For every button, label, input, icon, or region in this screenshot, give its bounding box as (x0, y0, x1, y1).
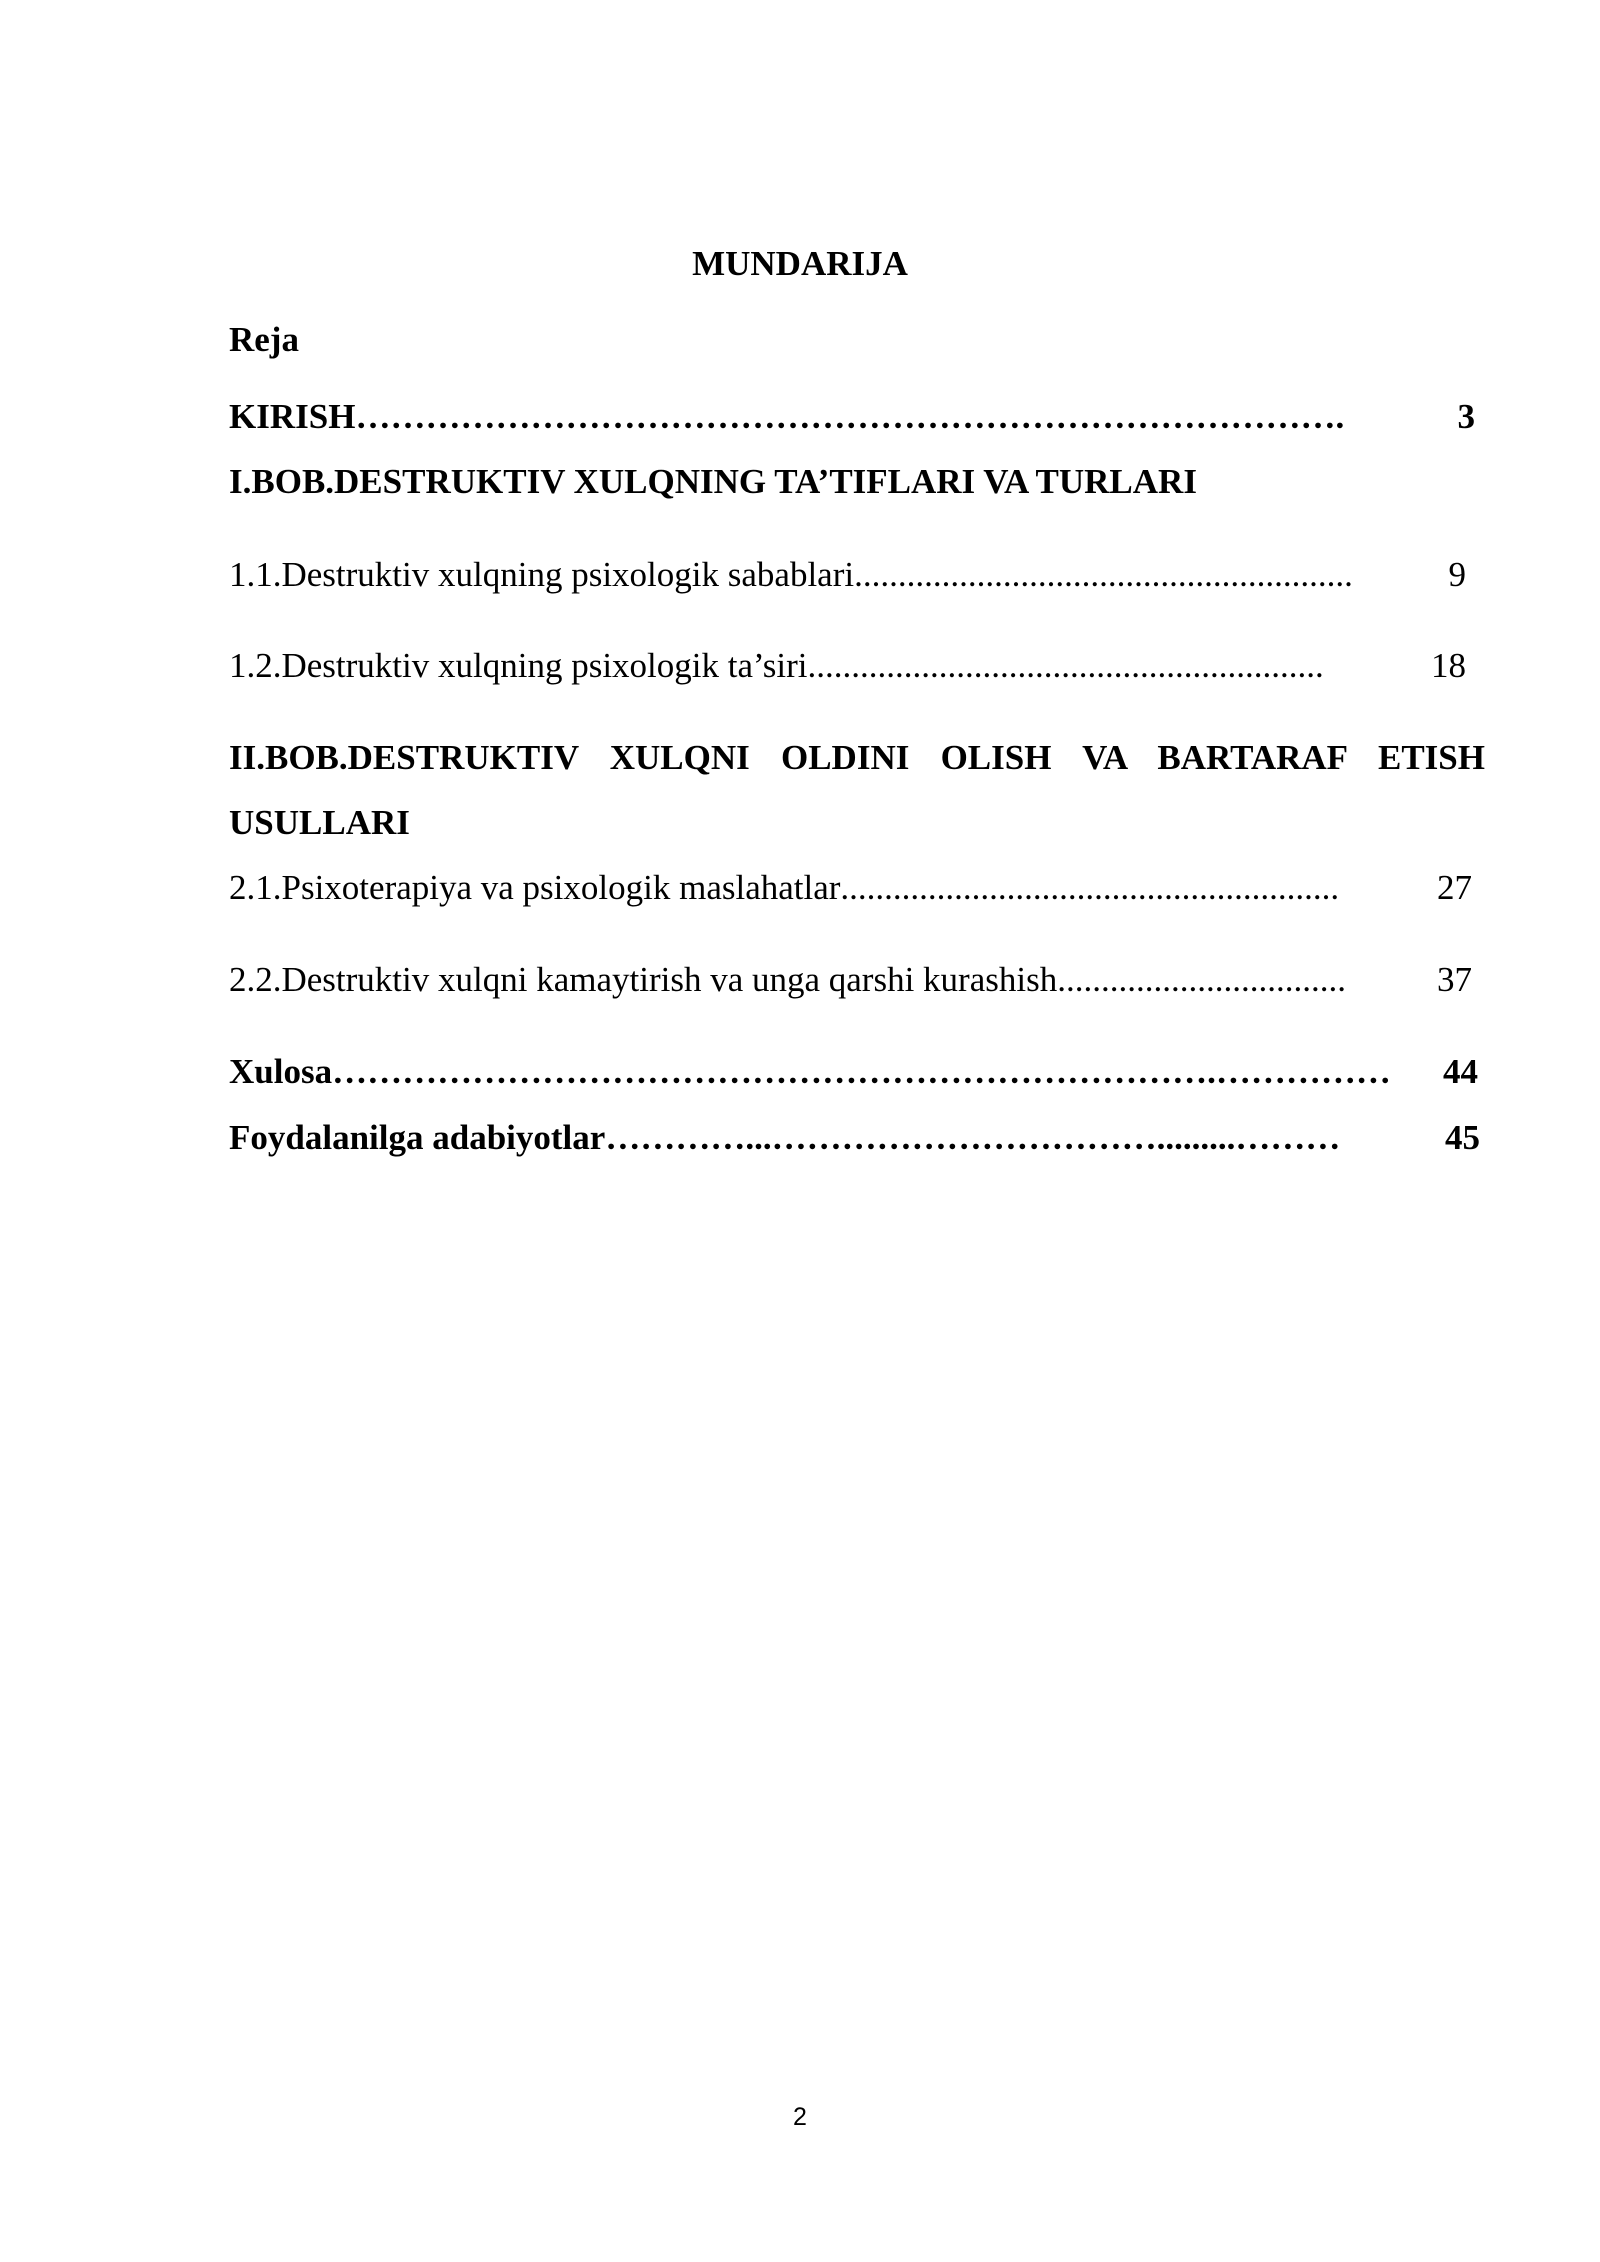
toc-page-number: 37 (1437, 960, 1472, 999)
toc-page-number: 9 (1448, 555, 1466, 594)
toc-page-number: 27 (1437, 868, 1472, 907)
chapter-2-heading-line1: II.BOB.DESTRUKTIV XULQNI OLDINI OLISH VA BARTARAF ETISH (229, 738, 1485, 777)
toc-leader: ................................. (1057, 960, 1346, 999)
toc-entry-title: KIRISH (229, 397, 356, 436)
toc-entry-2-1[interactable] (229, 868, 1472, 908)
toc-entry-2-2[interactable] (229, 960, 1472, 1000)
toc-entry-title: 2.2.Destruktiv xulqni kamaytirish va unga qarshi kurashish (229, 960, 1058, 999)
toc-page-number: 3 (1457, 397, 1475, 436)
page-number: 2 (793, 2103, 807, 2131)
toc-entry-1-2[interactable] (229, 646, 1466, 686)
toc-page-number: 45 (1445, 1118, 1480, 1157)
toc-leader: ………………………………………………………………….…………… (332, 1052, 1391, 1091)
toc-entry-title: 1.1.Destruktiv xulqning psixologik sabablari (229, 555, 855, 594)
toc-entry-1-1[interactable] (229, 555, 1466, 595)
toc-page-number: 44 (1443, 1052, 1478, 1091)
toc-leader: ........................................................... (807, 646, 1324, 685)
plan-label: Reja (229, 320, 299, 359)
toc-page-number: 18 (1431, 646, 1466, 685)
toc-entry-title: Xulosa (229, 1052, 333, 1091)
toc-leader: …………...…………………………….........……… (605, 1118, 1341, 1157)
toc-leader: ......................................................... (840, 868, 1340, 907)
page-title: MUNDARIJA (692, 244, 908, 283)
toc-leader: …………………………………………………………………………. (355, 397, 1345, 436)
toc-entry-title: Foydalanilga adabiyotlar (229, 1118, 606, 1157)
toc-leader: ......................................................... (854, 555, 1353, 594)
toc-entry-xulosa[interactable] (229, 1052, 1478, 1092)
toc-entry-kirish[interactable] (229, 397, 1475, 437)
chapter-2-heading-line2: USULLARI (229, 803, 410, 842)
toc-entry-references[interactable] (229, 1118, 1480, 1158)
toc-entry-title: 1.2.Destruktiv xulqning psixologik ta’siri (229, 646, 808, 685)
chapter-1-heading: I.BOB.DESTRUKTIV XULQNING TA’TIFLARI VA TURLARI (229, 462, 1197, 501)
toc-entry-title: 2.1.Psixoterapiya va psixologik maslahatlar (229, 868, 841, 907)
